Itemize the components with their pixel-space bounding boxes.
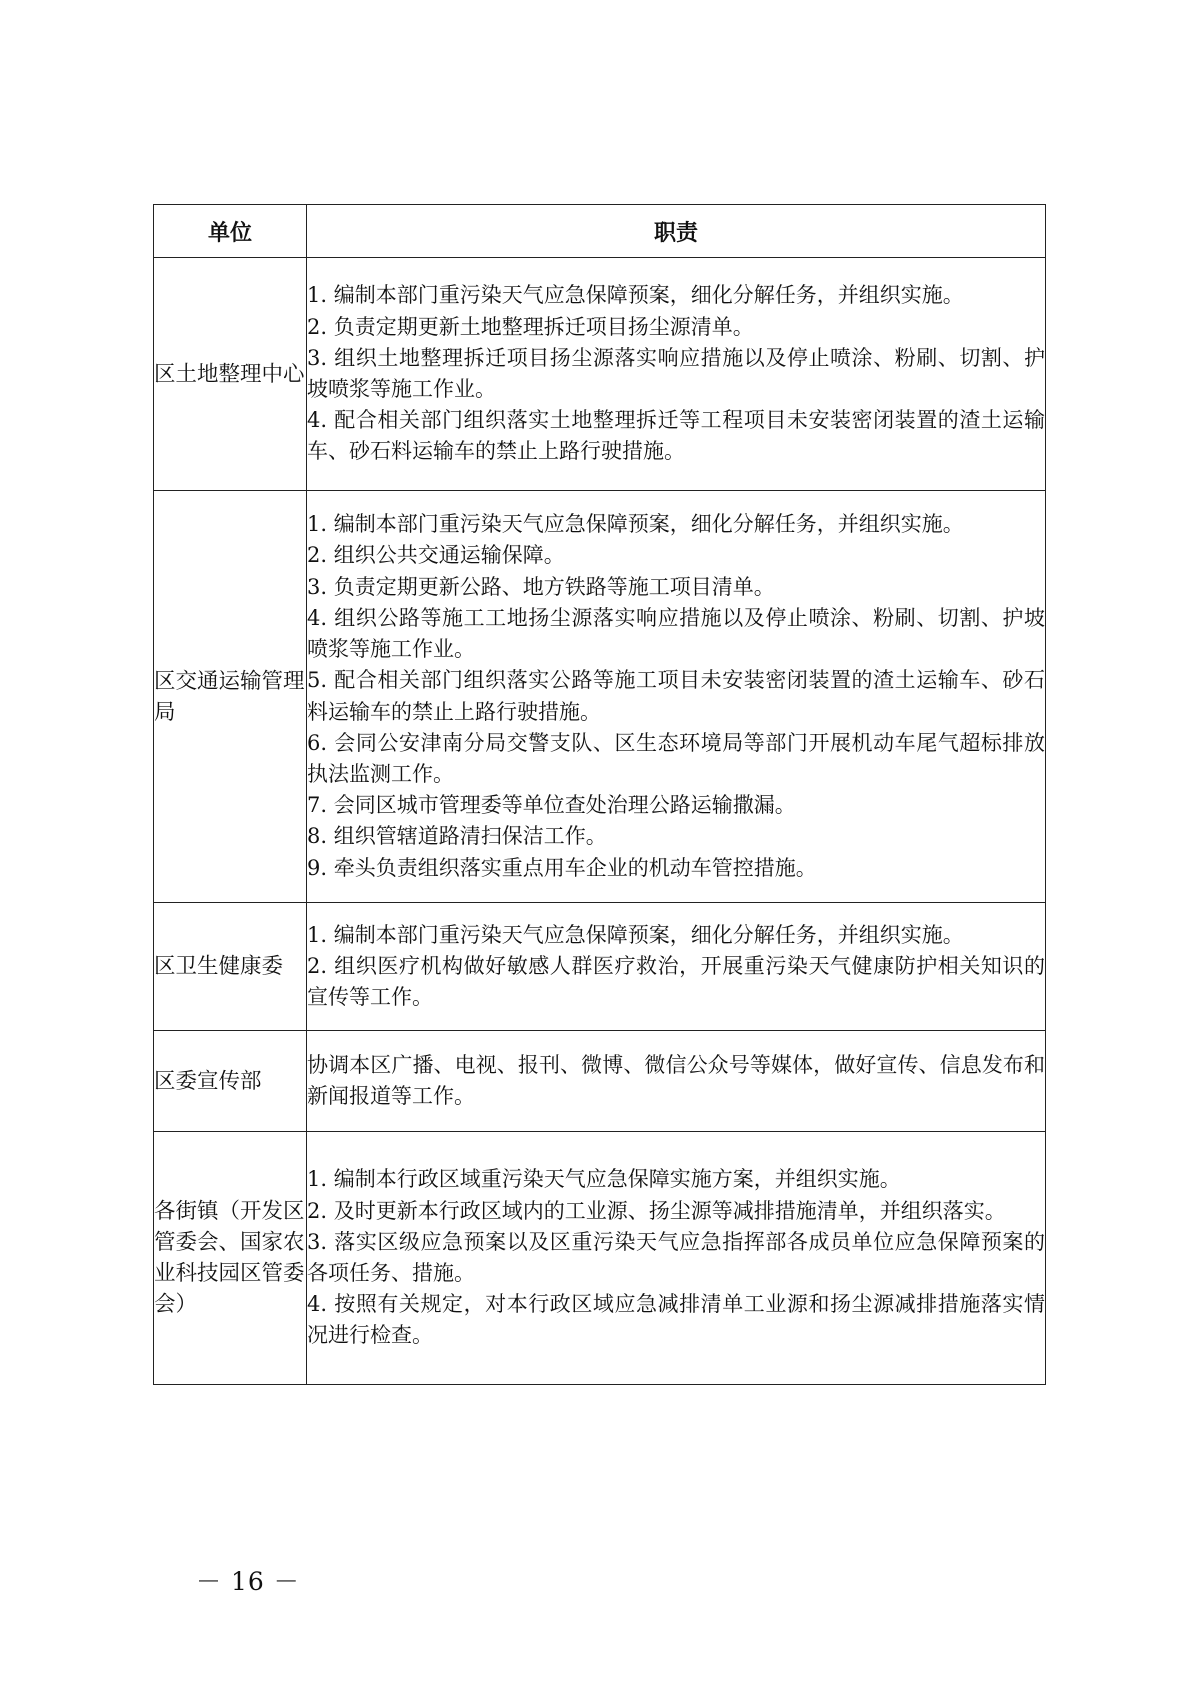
duty-item: 8. 组织管辖道路清扫保洁工作。: [307, 824, 607, 849]
duty-item: 1. 编制本部门重污染天气应急保障预案，细化分解任务，并组织实施。: [307, 922, 964, 947]
duty-item: 协调本区广播、电视、报刊、微博、微信公众号等媒体，做好宣传、信息发布和新闻报道等工作。: [307, 1052, 1045, 1108]
duty-item: 7. 会同区城市管理委等单位查处治理公路运输撒漏。: [307, 793, 796, 818]
duty-cell: [307, 1132, 1046, 1385]
duty-item: 9. 牵头负责组织落实重点用车企业的机动车管控措施。: [307, 855, 817, 880]
duty-item: 1. 编制本部门重污染天气应急保障预案，细化分解任务，并组织实施。: [307, 283, 964, 308]
unit-cell: 区卫生健康委: [154, 903, 307, 1031]
duty-item: 4. 按照有关规定，对本行政区域应急减排清单工业源和扬尘源减排措施落实情况进行检查。: [307, 1292, 1045, 1348]
duty-item: 5. 配合相关部门组织落实公路等施工项目未安装密闭装置的渣土运输车、砂石料运输车的禁止上路行驶措施。: [307, 668, 1045, 724]
header-duty: 职责: [307, 205, 1046, 258]
duty-item: 4. 组织公路等施工工地扬尘源落实响应措施以及停止喷涂、粉刷、切割、护坡喷浆等施工作业。: [307, 605, 1045, 662]
unit-cell: 区委宣传部: [154, 1031, 307, 1132]
page-number: － 16 －: [196, 1567, 300, 1596]
table-row: [154, 258, 1046, 491]
table-row: [154, 1132, 1046, 1385]
duty-item: 3. 落实区级应急预案以及区重污染天气应急指挥部各成员单位应急保障预案的各项任务、措施。: [307, 1229, 1045, 1285]
duty-cell: [307, 1031, 1046, 1132]
duty-item: 3. 负责定期更新公路、地方铁路等施工项目清单。: [307, 574, 775, 599]
table-row: [154, 903, 1046, 1031]
duty-table: [153, 204, 1046, 1385]
duty-cell: [307, 491, 1046, 903]
duty-item: 3. 组织土地整理拆迁项目扬尘源落实响应措施以及停止喷涂、粉刷、切割、护坡喷浆等施工作业。: [307, 345, 1045, 401]
duty-cell: [307, 903, 1046, 1031]
table-header-row: [154, 205, 1046, 258]
header-unit: 单位: [154, 205, 307, 258]
table-row: [154, 1031, 1046, 1132]
duty-item: 2. 负责定期更新土地整理拆迁项目扬尘源清单。: [307, 314, 754, 339]
unit-cell: 区交通运输管理局: [154, 491, 307, 903]
unit-cell: 各街镇（开发区管委会、国家农业科技园区管委会）: [154, 1132, 307, 1385]
duty-item: 4. 配合相关部门组织落实土地整理拆迁等工程项目未安装密闭装置的渣土运输车、砂石料运输车的禁止上路行驶措施。: [307, 408, 1045, 464]
duty-item: 2. 及时更新本行政区域内的工业源、扬尘源等减排措施清单，并组织落实。: [307, 1198, 1006, 1223]
duty-item: 1. 编制本部门重污染天气应急保障预案，细化分解任务，并组织实施。: [307, 512, 964, 537]
table-row: [154, 491, 1046, 903]
duty-item: 1. 编制本行政区域重污染天气应急保障实施方案，并组织实施。: [307, 1167, 901, 1192]
duty-item: 6. 会同公安津南分局交警支队、区生态环境局等部门开展机动车尾气超标排放执法监测工作。: [307, 730, 1045, 786]
duty-item: 2. 组织医疗机构做好敏感人群医疗救治，开展重污染天气健康防护相关知识的宣传等工作。: [307, 953, 1045, 1010]
duty-cell: [307, 258, 1046, 491]
unit-cell: 区土地整理中心: [154, 258, 307, 491]
duty-item: 2. 组织公共交通运输保障。: [307, 543, 565, 568]
